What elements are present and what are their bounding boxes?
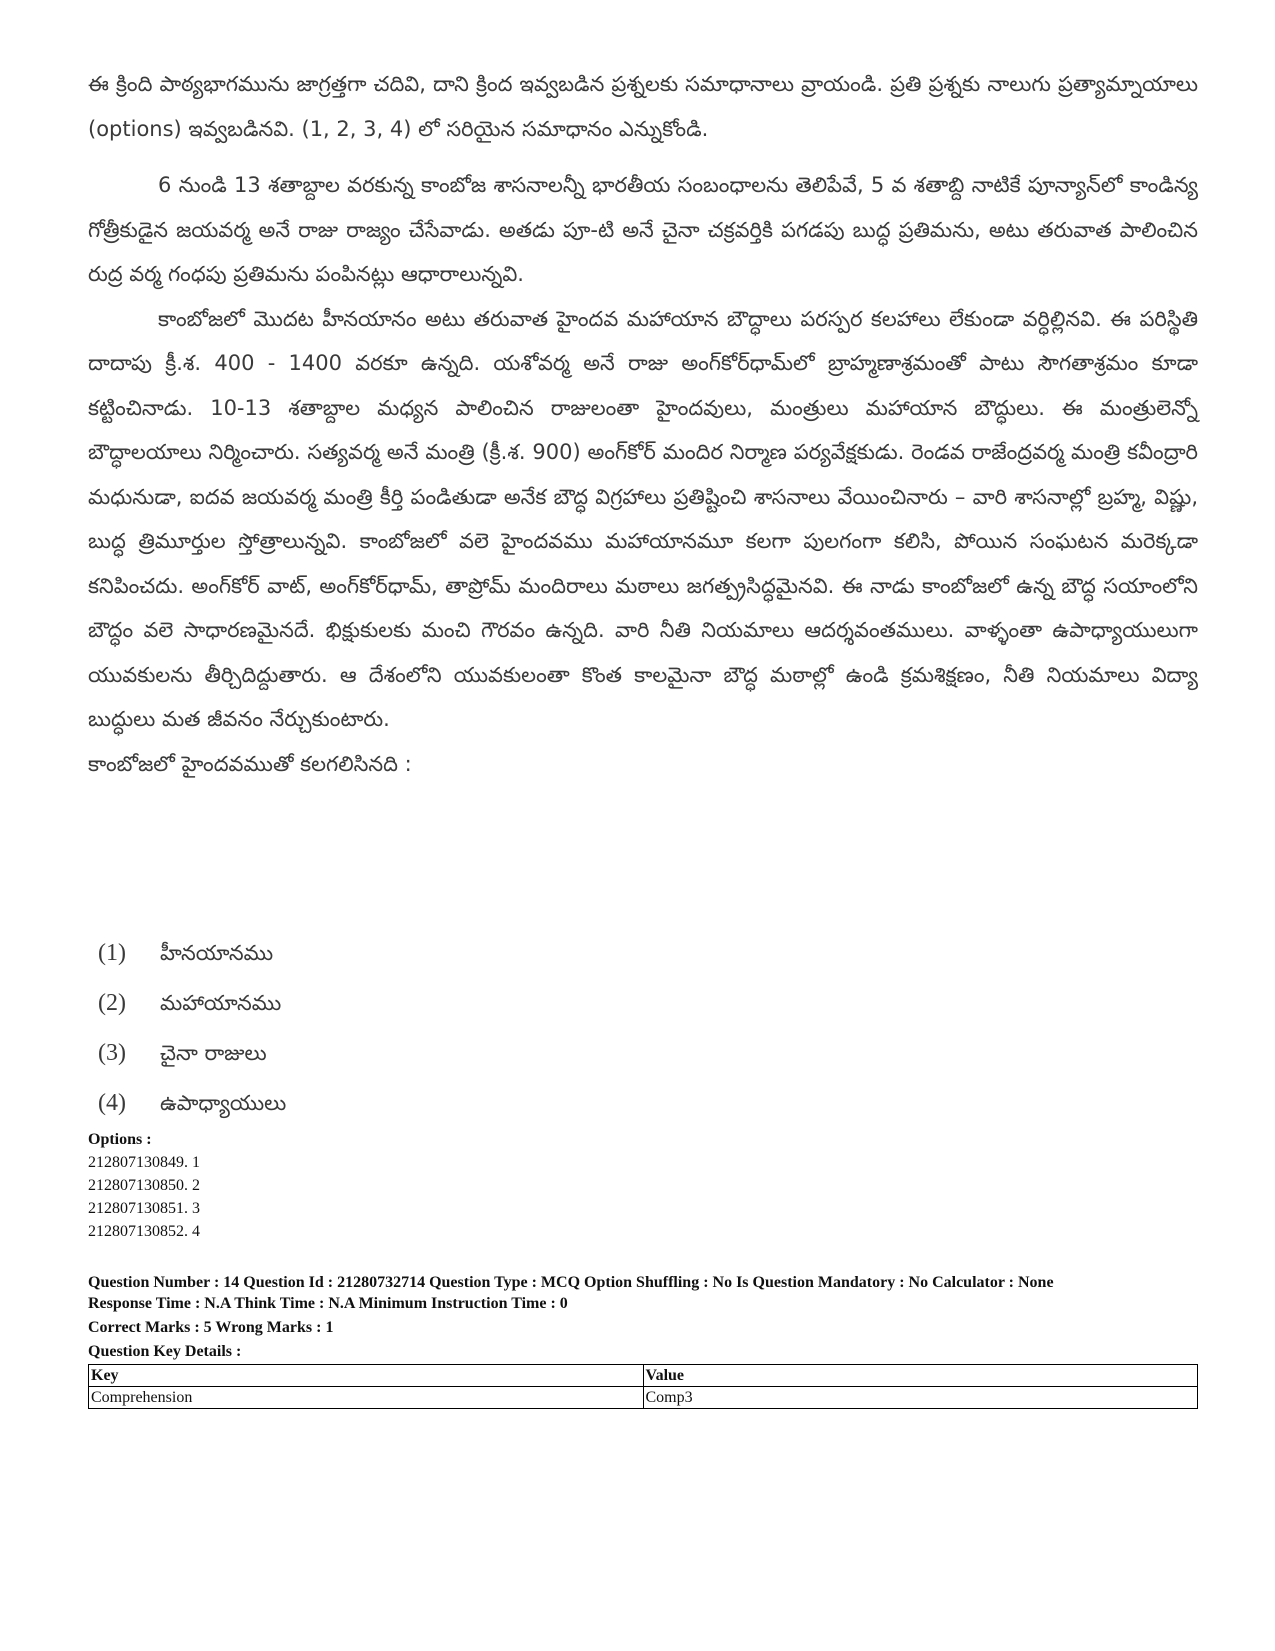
question-key-table [88, 1364, 1198, 1409]
option-id-1: 212807130849. 1 [88, 1154, 200, 1171]
option-id-4: 212807130852. 4 [88, 1223, 200, 1240]
options-heading: Options : [88, 1131, 152, 1148]
question-info-line: Question Number : 14 Question Id : 21280732714 Question Type : MCQ Option Shuffling : No Is Question Mandatory : No Calculator : None [88, 1274, 1054, 1291]
choice-number: (1) [98, 940, 126, 966]
marks-info-line: Correct Marks : 5 Wrong Marks : 1 [88, 1319, 334, 1336]
choice-text: చైనా రాజులు [160, 1041, 267, 1065]
table-header-row [89, 1365, 1198, 1387]
column-header-key: Key [89, 1365, 644, 1387]
choice-2 [98, 978, 286, 1028]
passage-paragraph-2: కాంబోజలో మొదట హీనయానం అటు తరువాత హైందవ మహాయాన బౌద్ధాలు పరస్పర కలహాలు లేకుండా వర్ధిల్లినవి. ఈ పరిస్థితి దాదాపు క్రీ.శ. 400 - 1400 వరకూ ఉన్నది. యశోవర్మ అనే రాజు అంగ్‌కోర్‌ధామ్‌లో బ్రాహ్మణాశ్రమంతో పాటు సౌగతాశ్రమం కూడా కట్టించినాడు. 10-13 శతాబ్దాల మధ్యన పాలించిన రాజులంతా హైందవులు, మంత్రులు మహాయాన బౌద్ధులు. ఈ మంత్రులెన్నో బౌద్ధాలయాలు నిర్మించారు. సత్యవర్మ అనే మంత్రి (క్రీ.శ. 900) అంగ్‌కోర్ మందిర నిర్మాణ పర్యవేక్షకుడు. రెండవ రాజేంద్రవర్మ మంత్రి కవీంద్రారి మధునుడా, ఐదవ జయవర్మ మంత్రి కీర్తి పండితుడా అనేక బౌద్ధ విగ్రహాలు ప్రతిష్టించి శాసనాలు వేయించినారు – వారి శాసనాల్లో బ్రహ్మ, విష్ణు, బుద్ధ త్రిమూర్తుల స్తోత్రాలున్నవి. కాంబోజలో వలె హైందవము మహాయానమూ కలగా పులగంగా కలిసి, పోయిన సంఘటన మరెక్కడా కనిపించదు. అంగ్‌కోర్ వాట్, అంగ్‌కోర్‌ధామ్, తాప్రోమ్ మందిరాలు మఠాలు జగత్ప్రసిద్ధమైనవి. ఈ నాడు కాంబోజలో ఉన్న బౌద్ధ సయాంలోని బౌద్ధం వలె సాధారణమైనదే. భిక్షుకులకు మంచి గౌరవం ఉన్నది. వారి నీతి నియమాలు ఆదర్శవంతములు. వాళ్ళంతా ఉపాధ్యాయులుగా యువకులను తీర్చిదిద్దుతారు. ఆ దేశంలోని యువకులంతా కొంత కాలమైనా బౌద్ధ మఠాల్లో ఉండి క్రమశిక్షణం, నీతి నియమాలు విద్యా బుద్ధులు మత జీవనం నేర్చుకుంటారు. [88, 306, 1198, 731]
choice-text: ఉపాధ్యాయులు [160, 1091, 287, 1115]
choice-number: (4) [98, 1090, 126, 1116]
table-cell-key: Comprehension [89, 1387, 644, 1409]
passage-instruction: ఈ క్రింది పాఠ్యభాగమును జాగ్రత్తగా చదివి, దాని క్రింద ఇవ్వబడిన ప్రశ్నలకు సమాధానాలు వ్రాయండి. ప్రతి ప్రశ్నకు నాలుగు ప్రత్యామ్నాయాలు (options) ఇవ్వబడినవి. (1, 2, 3, 4) లో సరియైన సమాధానం ఎన్నుకోండి. [88, 72, 1198, 141]
answer-choices [98, 928, 286, 1128]
question-stem: కాంబోజలో హైందవముతో కలగలిసినది : [88, 751, 412, 776]
choice-3 [98, 1028, 286, 1078]
choice-text: హీనయానము [160, 941, 274, 965]
choice-4 [98, 1078, 286, 1128]
choice-1 [98, 928, 286, 978]
question-metadata [88, 1272, 1198, 1365]
comprehension-passage [88, 62, 1198, 786]
option-ids [88, 1128, 200, 1243]
timing-info-line: Response Time : N.A Think Time : N.A Minimum Instruction Time : 0 [88, 1295, 568, 1312]
option-id-3: 212807130851. 3 [88, 1200, 200, 1217]
passage-paragraph-1: 6 నుండి 13 శతాబ్దాల వరకున్న కాంబోజ శాసనాలన్నీ భారతీయ సంబంధాలను తెలిపేవే, 5 వ శతాబ్ది నాటికే పూన్యాన్‌లో కాండిన్య గోత్రీకుడైన జయవర్మ అనే రాజు రాజ్యం చేసేవాడు. అతడు పూ-టి అనే చైనా చక్రవర్తికి పగడపు బుద్ధ ప్రతిమను, అటు తరువాత పాలించిన రుద్ర వర్మ గంధపు ప్రతిమను పంపినట్లు ఆధారాలున్నవి. [88, 173, 1198, 286]
choice-number: (3) [98, 1040, 126, 1066]
table-row [89, 1387, 1198, 1409]
table-cell-value: Comp3 [643, 1387, 1198, 1409]
column-header-value: Value [643, 1365, 1198, 1387]
key-details-heading: Question Key Details : [88, 1343, 242, 1360]
option-id-2: 212807130850. 2 [88, 1177, 200, 1194]
choice-number: (2) [98, 990, 126, 1016]
choice-text: మహాయానము [160, 991, 282, 1015]
